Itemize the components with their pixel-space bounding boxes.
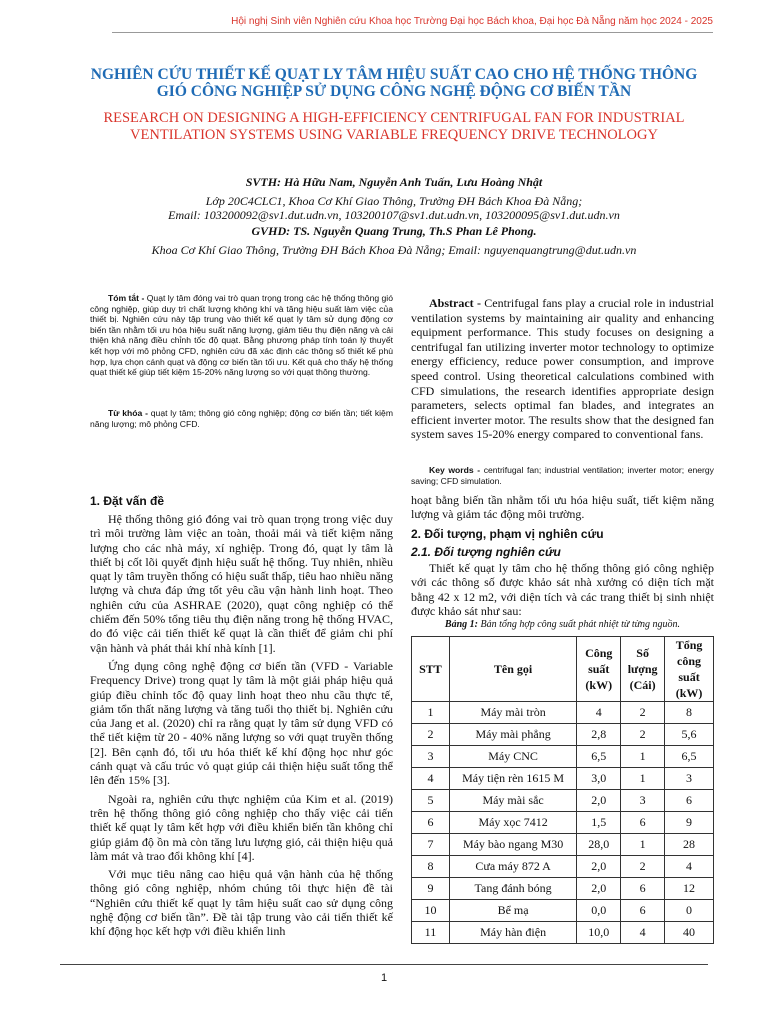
heat-source-table (411, 636, 714, 944)
table-cell: 10,0 (577, 922, 621, 944)
table-cell: 5,6 (665, 724, 714, 746)
table-cell: 6,5 (665, 746, 714, 768)
student-emails: Email: 103200092@sv1.dut.udn.vn, 103200107@sv1.dut.udn.vn, 103200095@sv1.dut.udn.vn (168, 208, 620, 222)
table-cell: 5 (412, 790, 450, 812)
table-cell: Cưa máy 872 A (449, 856, 576, 878)
paragraph: Ứng dụng công nghệ động cơ biến tần (VFD - Variable Frequency Drive) trong quạt ly tâm là một giải pháp hiệu quả giúp điều chỉnh tốc độ quay linh hoạt theo nhu cầu thực tế, giảm tổn thất năng lượng và tăng tuổi thọ thiết bị. Nghiên cứu của Jang et al. (2020) chỉ ra rằng quạt ly tâm sử dụng VFD có thể tiết kiệm từ 20 - 40% năng lượng so với quạt truyền thống [2]. Bên cạnh đó, tối ưu hóa thiết kế khí động học như góc cánh quạt và cấu trúc vỏ quạt giúp cải thiện hiệu suất tổng thể lên đến 15% [3]. (90, 658, 393, 788)
table-row (412, 724, 714, 746)
table-cell: 6 (621, 878, 665, 900)
table-cell: 1 (412, 702, 450, 724)
table-row (412, 900, 714, 922)
table-cell: Máy CNC (449, 746, 576, 768)
table-cell: 2,8 (577, 724, 621, 746)
abstract-en-text: Centrifugal fans play a crucial role in industrial ventilation systems by maintaining air quality and enhancing equipment performance. This study focuses on designing a centrifugal fan utilizing inverter motor technology to optimize energy efficiency, reduce power consumption, and improve speed control. Using theoretical calculations combined with CFD simulations, the research identifies appropriate design parameters, selects optimal fan blades, and integrates an efficient inverter motor. The results show that the designed fan system saves 15-20% energy compared to conventional fans. (411, 296, 714, 442)
table-cell: 28,0 (577, 834, 621, 856)
table-cell: 3 (412, 746, 450, 768)
table-row (412, 922, 714, 944)
paragraph: Ngoài ra, nghiên cứu thực nghiệm của Kim et al. (2019) trên hệ thống thông gió công nghiệp cho thấy việc cải tiến thiết kế quạt ly tâm kết hợp với điều khiển biến tần không chỉ giúp giảm độ ồn mà còn tăng lưu lượng gió, cải thiện hiệu quả làm mát và trao đổi không khí [4]. (90, 791, 393, 863)
table-header-cell: Công suất (kW) (577, 637, 621, 702)
table-cell: Bể mạ (449, 900, 576, 922)
header-rule (112, 32, 713, 33)
table-cell: 0 (665, 900, 714, 922)
table-header-cell: Tổng công suất (kW) (665, 637, 714, 702)
table-cell: 9 (412, 878, 450, 900)
table-row (412, 746, 714, 768)
table-row (412, 878, 714, 900)
table-caption-text: Bản tổng hợp công suất phát nhiệt từ từng nguồn. (477, 619, 681, 630)
table-cell: 4 (577, 702, 621, 724)
table-cell: 1 (621, 746, 665, 768)
table-cell: 2 (621, 724, 665, 746)
student-affiliation: Lớp 20C4CLC1, Khoa Cơ Khí Giao Thông, Trường ĐH Bách Khoa Đà Nẵng; (205, 194, 583, 208)
section-1-heading: 1. Đặt vấn đề (90, 494, 165, 508)
table-cell: Máy mài sắc (449, 790, 576, 812)
table-cell: 8 (665, 702, 714, 724)
table-cell: 6 (621, 900, 665, 922)
keywords-vietnamese (90, 408, 393, 429)
keywords-english (411, 465, 714, 486)
table-row (412, 856, 714, 878)
section-2-1-heading: 2.1. Đối tượng nghiên cứu (411, 545, 561, 559)
table-cell: Máy bào ngang M30 (449, 834, 576, 856)
keywords-en-text: centrifugal fan; industrial ventilation; inverter motor; energy saving; CFD simulation. (411, 465, 714, 486)
page-number: 1 (380, 972, 388, 984)
table-caption-label: Bảng 1: (444, 619, 478, 630)
table-row (412, 812, 714, 834)
table-cell: 2 (412, 724, 450, 746)
keywords-en-label: Key words - (429, 465, 484, 475)
table-cell: 2 (621, 702, 665, 724)
table-header-cell: Tên gọi (449, 637, 576, 702)
table-caption (411, 619, 714, 630)
table-cell: Máy hàn điện (449, 922, 576, 944)
abstract-english (411, 296, 714, 442)
table-cell: 3 (621, 790, 665, 812)
title-english: RESEARCH ON DESIGNING A HIGH-EFFICIENCY CENTRIFUGAL FAN FOR INDUSTRIAL VENTILATION SYSTEMS USING VARIABLE FREQUENCY DRIVE TECHNOLOGY (103, 110, 685, 143)
table-cell: 12 (665, 878, 714, 900)
table-cell: 9 (665, 812, 714, 834)
table-row (412, 768, 714, 790)
abstract-en-label: Abstract - (429, 296, 485, 310)
footer-rule (60, 964, 708, 965)
conference-header: Hội nghị Sinh viên Nghiên cứu Khoa học Trường Đại học Bách khoa, Đại học Đà Nẵng năm học 2024 - 2025 (231, 16, 713, 27)
table-cell: 4 (621, 922, 665, 944)
table-cell: 4 (412, 768, 450, 790)
table-cell: 1,5 (577, 812, 621, 834)
table-cell: 2 (621, 856, 665, 878)
table-cell: 1 (621, 834, 665, 856)
table-cell: 2,0 (577, 790, 621, 812)
table-cell: 2,0 (577, 878, 621, 900)
table-cell: 6 (665, 790, 714, 812)
table-cell: Máy mài phẳng (449, 724, 576, 746)
paragraph: Hệ thống thông gió đóng vai trò quan trọng trong việc duy trì môi trường làm việc an toàn, thoải mái và tiết kiệm năng lượng cho các nhà máy, xí nghiệp. Trong đó, quạt ly tâm là thiết bị cốt lõi quyết định hiệu suất hệ thống. Tuy nhiên, nhiều quạt ly tâm truyền thống có hiệu suất thấp, tiêu hao nhiều năng lượng và chưa đáp ứng tốt yêu cầu vận hành linh hoạt. Theo nghiên cứu của ASHRAE (2020), quạt công nghiệp có thể chiếm đến 50% tổng tiêu thụ điện năng trong hệ thống HVAC, do đó việc cải tiến thiết kế quạt là cần thiết để giảm chi phí vận hành và phát thải khí nhà kính [1]. (90, 512, 393, 655)
table-cell: 7 (412, 834, 450, 856)
table-cell: Máy xọc 7412 (449, 812, 576, 834)
table-cell: 28 (665, 834, 714, 856)
section-1-continuation: hoạt bằng biến tần nhằm tối ưu hóa hiệu suất, tiết kiệm năng lượng và giảm tác động môi trường. (411, 493, 714, 522)
table-cell: 4 (665, 856, 714, 878)
section-2-heading: 2. Đối tượng, phạm vị nghiên cứu (411, 527, 604, 541)
table-header-row (412, 637, 714, 702)
paragraph: Thiết kế quạt ly tâm cho hệ thống thông gió công nghiệp với các thông số được khảo sát nhà xưởng có diện tích mặt bằng 42 x 12 m2, với diện tích và các trang thiết bị sinh nhiệt được khảo sát như sau: (411, 561, 714, 618)
table-cell: Máy mài tròn (449, 702, 576, 724)
student-authors: SVTH: Hà Hữu Nam, Nguyễn Anh Tuấn, Lưu Hoàng Nhật (245, 175, 543, 189)
table-header-cell: STT (412, 637, 450, 702)
table-cell: Máy tiện rèn 1615 M (449, 768, 576, 790)
keywords-vn-label: Từ khóa - (108, 408, 151, 418)
table-cell: Tang đánh bóng (449, 878, 576, 900)
table-cell: 1 (621, 768, 665, 790)
table-cell: 6,5 (577, 746, 621, 768)
table-cell: 40 (665, 922, 714, 944)
table-cell: 3,0 (577, 768, 621, 790)
table-header-cell: Số lượng (Cái) (621, 637, 665, 702)
table-cell: 6 (412, 812, 450, 834)
advisors: GVHD: TS. Nguyễn Quang Trung, Th.S Phan Lê Phong. (251, 224, 537, 238)
abstract-vn-text: Quạt ly tâm đóng vai trò quan trọng trong các hệ thống thông gió công nghiệp, giúp duy trì chất lượng không khí và tăng hiệu suất làm việc của thiết bị. Nghiên cứu này tập trung vào thiết kế quạt ly tâm sử dụng động cơ biến tần nhằm tối ưu hóa hiệu suất năng lượng, giảm tiêu thụ điện năng và cải thiện khả năng điều chỉnh tốc độ quạt. Bằng phương pháp tính toán lý thuyết kết hợp với mô phỏng CFD, nghiên cứu đã xác định các thông số thiết kế phù hợp, lựa chọn cánh quạt và động cơ biến tần tối ưu. Kết quả cho thấy hệ thống quạt thiết kế giúp tiết kiệm 15-20% năng lượng so với quạt thông thường. (90, 293, 394, 378)
keywords-vn-text: quạt ly tâm; thông gió công nghiệp; động cơ biến tần; tiết kiệm năng lượng; mô phỏng CFD. (90, 408, 393, 429)
section-2-1-body (411, 561, 714, 618)
table-cell: 11 (412, 922, 450, 944)
abstract-vn-label: Tóm tắt - (108, 293, 147, 303)
table-cell: 6 (621, 812, 665, 834)
table-cell: 10 (412, 900, 450, 922)
table-cell: 8 (412, 856, 450, 878)
table-row (412, 702, 714, 724)
table-row (412, 834, 714, 856)
table-cell: 3 (665, 768, 714, 790)
paragraph: Với mục tiêu nâng cao hiệu quả vận hành của hệ thống thông gió công nghiệp, nhóm chúng tôi thực hiện đề tài “Nghiên cứu thiết kế quạt ly tâm hiệu suất cao sử dụng công nghệ động cơ biến tần”. Đề tài tập trung vào cải tiến thiết kế khí động học kết hợp với điều khiển linh (90, 867, 393, 939)
abstract-vietnamese (90, 293, 393, 378)
table-cell: 0,0 (577, 900, 621, 922)
table-row (412, 790, 714, 812)
section-1-body (90, 512, 393, 943)
table-cell: 2,0 (577, 856, 621, 878)
title-vietnamese: NGHIÊN CỨU THIẾT KẾ QUẠT LY TÂM HIỆU SUẤT CAO CHO HỆ THỐNG THÔNG GIÓ CÔNG NGHIỆP SỬ DỤNG CÔNG NGHỆ ĐỘNG CƠ BIẾN TẦN (90, 66, 698, 100)
advisor-affiliation: Khoa Cơ Khí Giao Thông, Trường ĐH Bách Khoa Đà Nẵng; Email: nguyenquangtrung@dut.udn.vn (151, 243, 637, 257)
table-body (412, 702, 714, 944)
